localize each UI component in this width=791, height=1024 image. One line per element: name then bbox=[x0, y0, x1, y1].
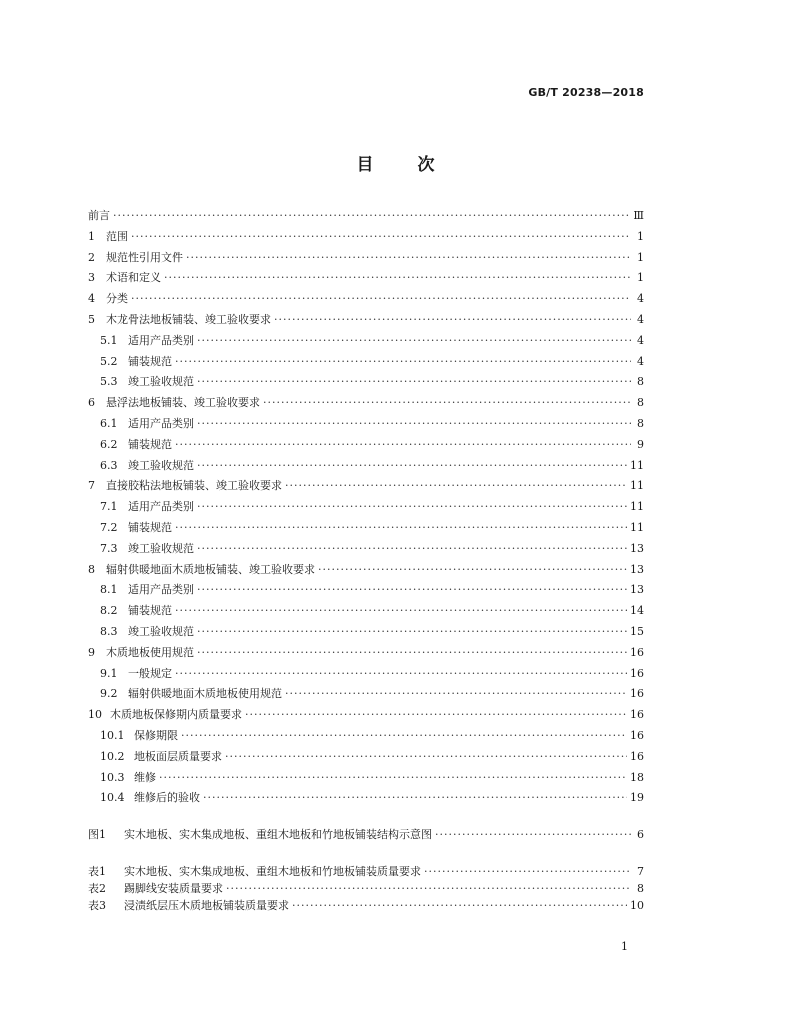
toc-leader-dots bbox=[285, 687, 627, 700]
toc-entry-label: 适用产品类别 bbox=[128, 583, 194, 597]
toc-leader-dots bbox=[197, 417, 631, 430]
toc-entry[interactable] bbox=[88, 644, 644, 660]
toc-entry-number: 表1 bbox=[88, 865, 106, 878]
toc-entry-label: 适用产品类别 bbox=[128, 333, 194, 347]
toc-entry-page: 16 bbox=[630, 749, 644, 763]
toc-entry-label: 适用产品类别 bbox=[128, 500, 194, 514]
toc-entry-page: 1 bbox=[637, 250, 644, 264]
toc-leader-dots bbox=[424, 865, 631, 878]
toc-entry-page: 18 bbox=[630, 770, 644, 784]
toc-entry[interactable] bbox=[88, 436, 644, 452]
toc-entry-page: 8 bbox=[637, 375, 644, 389]
toc-leader-dots bbox=[186, 251, 631, 264]
toc-entry-label: 竣工验收规范 bbox=[128, 625, 194, 638]
toc-leader-dots bbox=[263, 396, 631, 409]
toc-entry-label: 一般规定 bbox=[128, 666, 172, 680]
toc-leader-dots bbox=[274, 313, 631, 326]
toc-entry-page: 16 bbox=[630, 687, 644, 701]
toc-entry[interactable] bbox=[88, 769, 644, 785]
toc-entry[interactable] bbox=[88, 519, 644, 535]
toc-entry-page: 7 bbox=[637, 865, 644, 878]
toc-entry-label: 铺装规范 bbox=[128, 604, 172, 618]
toc-entry-label: 浸渍纸层压木质地板铺装质量要求 bbox=[124, 899, 289, 912]
toc-entry-page: 4 bbox=[637, 333, 644, 347]
toc-leader-dots bbox=[164, 271, 631, 284]
toc-entry-page: 13 bbox=[630, 583, 644, 597]
toc-entry-number: 表3 bbox=[88, 899, 106, 912]
toc-entry-page: 14 bbox=[630, 604, 644, 618]
toc-entry-label: 木质地板使用规范 bbox=[106, 645, 194, 659]
toc-entry-label: 竣工验收规范 bbox=[128, 541, 194, 555]
toc-entry-number: 3 bbox=[88, 271, 95, 285]
toc-entry-label: 铺装规范 bbox=[128, 521, 172, 534]
toc-entry-number: 8.3 bbox=[100, 625, 118, 638]
toc-leader-dots bbox=[197, 625, 627, 638]
toc-entry[interactable] bbox=[88, 685, 644, 701]
toc-entry-page: 11 bbox=[630, 479, 644, 493]
toc-leader-dots bbox=[175, 667, 627, 680]
toc-entry-label: 竣工验收规范 bbox=[128, 458, 194, 472]
toc-leader-dots bbox=[131, 292, 631, 305]
toc-entry[interactable] bbox=[88, 540, 644, 556]
toc-entry-number: 7.3 bbox=[100, 541, 118, 555]
toc-entry-page: 11 bbox=[630, 521, 644, 534]
toc-entry-number: 6.1 bbox=[100, 417, 118, 430]
toc-entry-number: 6 bbox=[88, 396, 95, 410]
toc-leader-dots bbox=[159, 771, 627, 784]
toc-leader-dots bbox=[435, 828, 631, 841]
toc-entry-page: 15 bbox=[630, 625, 644, 638]
toc-entry[interactable] bbox=[88, 826, 644, 842]
toc-entry[interactable] bbox=[88, 880, 644, 896]
toc-entry[interactable] bbox=[88, 249, 644, 265]
toc-leader-dots bbox=[197, 375, 631, 388]
toc-entry-number: 6.3 bbox=[100, 458, 118, 472]
toc-entry-label: 铺装规范 bbox=[128, 354, 172, 368]
toc-entry[interactable] bbox=[88, 748, 644, 764]
toc-entry[interactable] bbox=[88, 789, 644, 805]
page-number: 1 bbox=[621, 940, 628, 953]
toc-entry[interactable] bbox=[88, 477, 644, 493]
toc-entry-page: 4 bbox=[637, 313, 644, 326]
toc-entry-number: 7.1 bbox=[100, 500, 118, 514]
toc-entry-page: Ⅲ bbox=[633, 209, 644, 222]
toc-entry-number: 7.2 bbox=[100, 521, 118, 534]
toc-entry-page: 16 bbox=[630, 729, 644, 742]
toc-entry[interactable] bbox=[88, 665, 644, 681]
toc-entry-page: 6 bbox=[637, 828, 644, 842]
toc-leader-dots bbox=[175, 438, 631, 451]
toc-entry-page: 10 bbox=[630, 899, 644, 912]
toc-entry-label: 保修期限 bbox=[134, 729, 178, 742]
toc-entry[interactable] bbox=[88, 623, 644, 639]
toc-entry-page: 16 bbox=[630, 708, 644, 722]
toc-leader-dots bbox=[181, 729, 627, 742]
toc-entry-number: 4 bbox=[88, 292, 95, 306]
toc-entry[interactable] bbox=[88, 373, 644, 389]
toc-entry-label: 悬浮法地板铺装、竣工验收要求 bbox=[106, 396, 260, 410]
toc-entry[interactable] bbox=[88, 332, 644, 348]
toc-entry-page: 16 bbox=[630, 645, 644, 659]
toc-entry-page: 19 bbox=[630, 791, 644, 805]
toc-entry-page: 11 bbox=[630, 500, 644, 514]
toc-entry[interactable] bbox=[88, 415, 644, 431]
toc-entry-label: 辐射供暖地面木质地板铺装、竣工验收要求 bbox=[106, 562, 315, 576]
toc-entry-number: 1 bbox=[88, 229, 95, 243]
toc-entry-number: 8.1 bbox=[100, 583, 118, 597]
toc-entry[interactable] bbox=[88, 561, 644, 577]
toc-entry[interactable] bbox=[88, 706, 644, 722]
toc-entry-page: 13 bbox=[630, 541, 644, 555]
toc-entry-label: 踢脚线安装质量要求 bbox=[124, 882, 223, 895]
toc-entry-number: 10.1 bbox=[100, 729, 125, 742]
toc-leader-dots bbox=[197, 334, 631, 347]
toc-entry-label: 术语和定义 bbox=[106, 271, 161, 285]
toc-entry[interactable] bbox=[88, 228, 644, 244]
toc-entry[interactable] bbox=[88, 311, 644, 327]
toc-entry-number: 图1 bbox=[88, 828, 106, 842]
toc-leader-dots bbox=[131, 230, 631, 243]
toc-entry-page: 4 bbox=[637, 292, 644, 306]
toc-entry-number: 9.2 bbox=[100, 687, 118, 701]
toc-entry[interactable] bbox=[88, 727, 644, 743]
toc-entry-page: 1 bbox=[637, 229, 644, 243]
toc-leader-dots bbox=[197, 646, 627, 659]
toc-entry[interactable] bbox=[88, 863, 644, 879]
toc-entry-number: 5.1 bbox=[100, 333, 118, 347]
toc-entry-page: 16 bbox=[630, 666, 644, 680]
toc-entry-label: 范围 bbox=[106, 229, 128, 243]
toc-entry-label: 维修后的验收 bbox=[134, 791, 200, 805]
toc-leader-dots bbox=[245, 708, 627, 721]
standard-code: GB/T 20238—2018 bbox=[528, 86, 644, 99]
toc-entry-label: 维修 bbox=[134, 770, 156, 784]
toc-leader-dots bbox=[175, 521, 627, 534]
toc-entry-page: 4 bbox=[637, 354, 644, 368]
toc-entry[interactable] bbox=[88, 394, 644, 410]
toc-entry-number: 9.1 bbox=[100, 666, 118, 680]
toc-entry-number: 10 bbox=[88, 708, 102, 722]
toc-entry-page: 8 bbox=[637, 882, 644, 895]
toc-entry-label: 适用产品类别 bbox=[128, 417, 194, 430]
toc-leader-dots bbox=[197, 459, 627, 472]
page-title: 目次 bbox=[356, 155, 479, 175]
toc-leader-dots bbox=[175, 355, 631, 368]
toc-entry[interactable] bbox=[88, 602, 644, 618]
toc-entry-number: 5 bbox=[88, 313, 95, 326]
toc-entry-label: 规范性引用文件 bbox=[106, 250, 183, 264]
toc-leader-dots bbox=[318, 563, 627, 576]
toc-entry-label: 直接胶粘法地板铺装、竣工验收要求 bbox=[106, 479, 282, 493]
toc-leader-dots bbox=[197, 500, 627, 513]
toc-leader-dots bbox=[113, 209, 630, 222]
toc-entry-number: 表2 bbox=[88, 882, 106, 895]
toc-entry-label: 地板面层质量要求 bbox=[134, 749, 222, 763]
toc-entry-label: 铺装规范 bbox=[128, 437, 172, 451]
toc-entry-label: 实木地板、实木集成地板、重组木地板和竹地板铺装质量要求 bbox=[124, 865, 421, 878]
toc-entry-number: 10.4 bbox=[100, 791, 125, 805]
toc-entry[interactable] bbox=[88, 581, 644, 597]
toc-entry-number: 8.2 bbox=[100, 604, 118, 618]
toc-entry-number: 5.3 bbox=[100, 375, 118, 389]
toc-entry-number: 10.2 bbox=[100, 749, 125, 763]
toc-entry-number: 7 bbox=[88, 479, 95, 493]
toc-leader-dots bbox=[197, 583, 627, 596]
toc-leader-dots bbox=[225, 750, 627, 763]
toc-entry-number: 6.2 bbox=[100, 437, 118, 451]
toc-entry-label: 木质地板保修期内质量要求 bbox=[110, 708, 242, 722]
toc-entry-number: 8 bbox=[88, 562, 95, 576]
toc-entry-label: 实木地板、实木集成地板、重组木地板和竹地板铺装结构示意图 bbox=[124, 828, 432, 842]
toc-leader-dots bbox=[226, 882, 631, 895]
toc-entry-page: 9 bbox=[637, 437, 644, 451]
toc-entry-page: 8 bbox=[637, 396, 644, 410]
toc-entry-label: 前言 bbox=[88, 209, 110, 222]
toc-entry-number: 2 bbox=[88, 250, 95, 264]
toc-entry[interactable] bbox=[88, 269, 644, 285]
toc-entry[interactable] bbox=[88, 498, 644, 514]
toc-entry-number: 5.2 bbox=[100, 354, 118, 368]
toc-entry[interactable] bbox=[88, 290, 644, 306]
toc-leader-dots bbox=[203, 791, 627, 804]
toc-entry-label: 木龙骨法地板铺装、竣工验收要求 bbox=[106, 313, 271, 326]
toc-entry-page: 11 bbox=[630, 458, 644, 472]
toc-entry-label: 分类 bbox=[106, 292, 128, 306]
toc-leader-dots bbox=[197, 542, 627, 555]
toc-entry-label: 辐射供暖地面木质地板使用规范 bbox=[128, 687, 282, 701]
toc-entry-number: 10.3 bbox=[100, 770, 125, 784]
toc-entry-label: 竣工验收规范 bbox=[128, 375, 194, 389]
toc-entry-page: 8 bbox=[637, 417, 644, 430]
toc-entry[interactable] bbox=[88, 353, 644, 369]
toc-entry-page: 1 bbox=[637, 271, 644, 285]
toc-entry[interactable] bbox=[88, 897, 644, 913]
toc-leader-dots bbox=[285, 479, 627, 492]
toc-entry-number: 9 bbox=[88, 645, 95, 659]
toc-leader-dots bbox=[292, 899, 627, 912]
toc-entry[interactable] bbox=[88, 457, 644, 473]
toc-entry[interactable] bbox=[88, 207, 644, 223]
toc-leader-dots bbox=[175, 604, 627, 617]
toc-entry-page: 13 bbox=[630, 562, 644, 576]
